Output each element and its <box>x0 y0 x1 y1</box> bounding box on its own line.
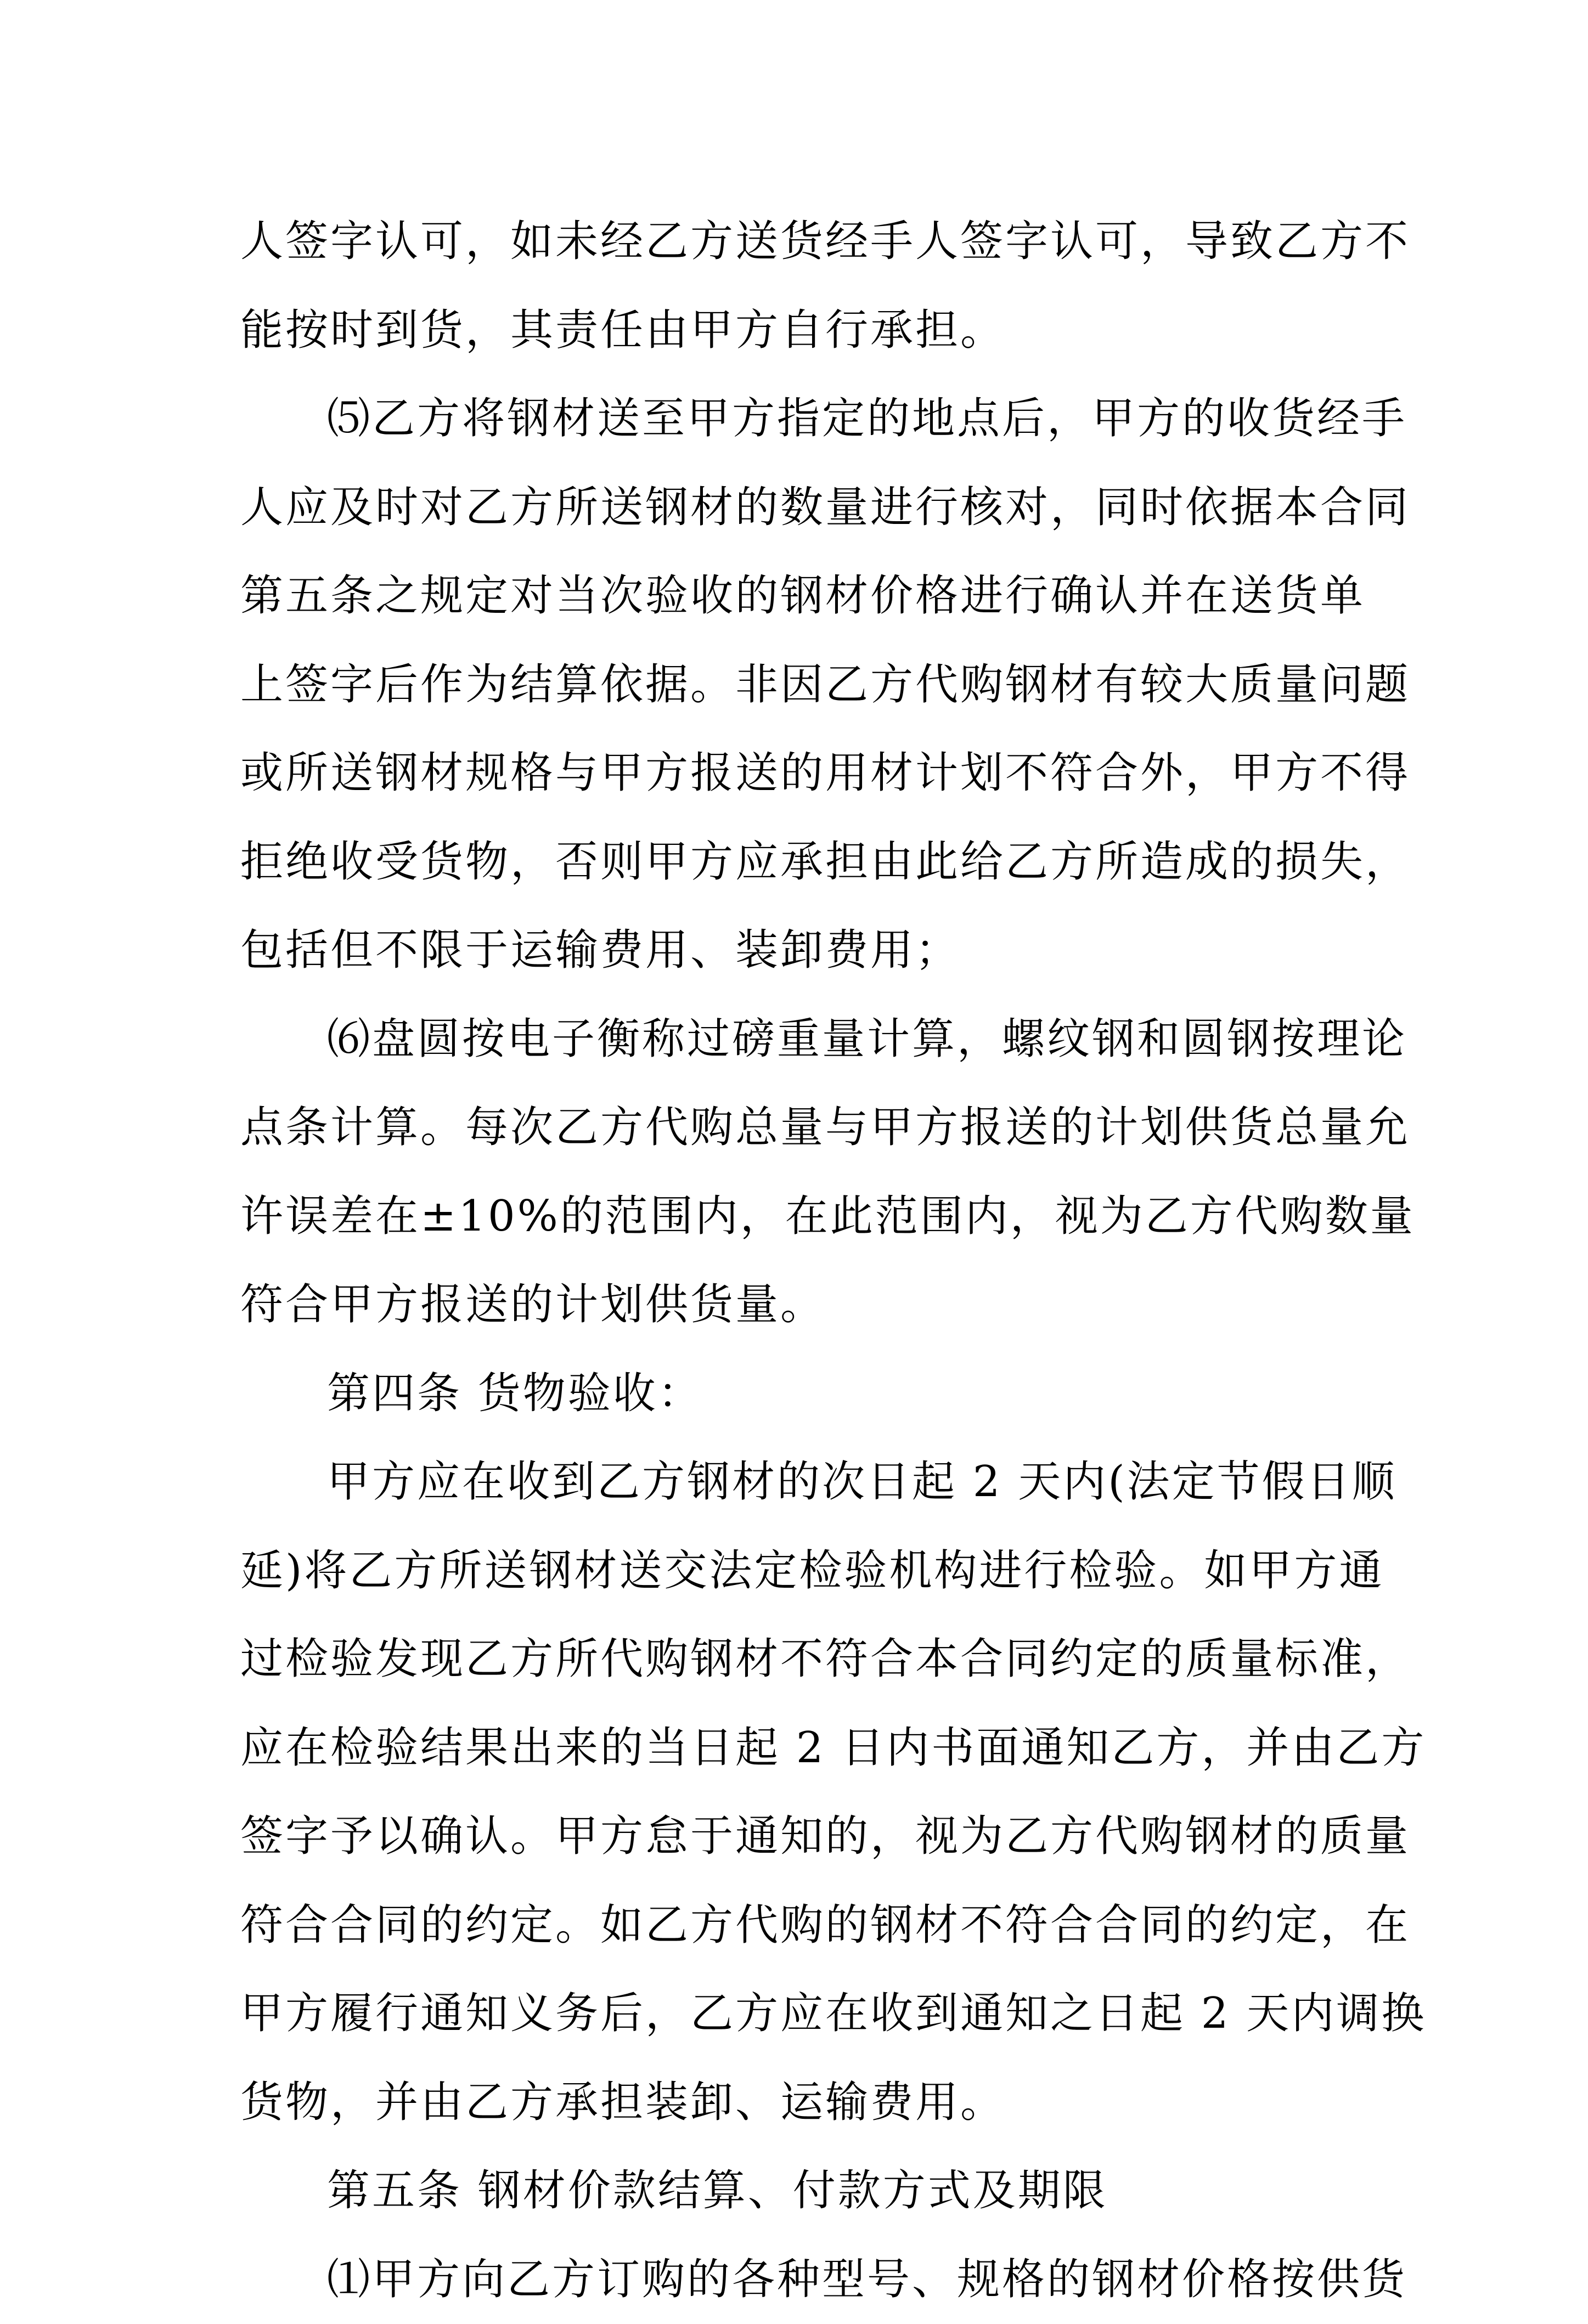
section-heading: 第四条 货物验收： <box>240 1350 1354 1439</box>
section-heading: 第五条 钢材价款结算、付款方式及期限 <box>240 2147 1354 2236</box>
text-line: 签字予以确认。甲方怠于通知的，视为乙方代购钢材的质量 <box>240 1792 1354 1881</box>
text-line: 过检验发现乙方所代购钢材不符合本合同约定的质量标准， <box>240 1615 1354 1704</box>
text-line: 符合合同的约定。如乙方代购的钢材不符合合同的约定，在 <box>240 1881 1354 1970</box>
text-line: 拒绝收受货物，否则甲方应承担由此给乙方所造成的损失， <box>240 818 1354 907</box>
text-line: 甲方应在收到乙方钢材的次日起 2 天内(法定节假日顺 <box>240 1438 1354 1527</box>
text-line: 点条计算。每次乙方代购总量与甲方报送的计划供货总量允 <box>240 1084 1354 1172</box>
contract-body-text <box>240 198 1354 2324</box>
text-line: 甲方履行通知义务后，乙方应在收到通知之日起 2 天内调换 <box>240 1970 1354 2058</box>
text-line: ⑹盘圆按电子衡称过磅重量计算，螺纹钢和圆钢按理论 <box>240 995 1354 1084</box>
text-line: 符合甲方报送的计划供货量。 <box>240 1261 1354 1350</box>
text-line: 延)将乙方所送钢材送交法定检验机构进行检验。如甲方通 <box>240 1527 1354 1616</box>
text-line: 第五条之规定对当次验收的钢材价格进行确认并在送货单 <box>240 552 1354 641</box>
text-line: 应在检验结果出来的当日起 2 日内书面通知乙方，并由乙方 <box>240 1704 1354 1793</box>
text-line: 人应及时对乙方所送钢材的数量进行核对，同时依据本合同 <box>240 464 1354 552</box>
text-line: 许误差在±10%的范围内，在此范围内，视为乙方代购数量 <box>240 1172 1354 1261</box>
text-line: 能按时到货，其责任由甲方自行承担。 <box>240 286 1354 375</box>
text-line: 人签字认可，如未经乙方送货经手人签字认可，导致乙方不 <box>240 198 1354 286</box>
text-line: ⑸乙方将钢材送至甲方指定的地点后，甲方的收货经手 <box>240 375 1354 464</box>
text-line: 或所送钢材规格与甲方报送的用材计划不符合外，甲方不得 <box>240 729 1354 818</box>
text-line: 货物，并由乙方承担装卸、运输费用。 <box>240 2058 1354 2147</box>
text-line: ⑴甲方向乙方订购的各种型号、规格的钢材价格按供货 <box>240 2236 1354 2324</box>
text-line: 包括但不限于运输费用、装卸费用； <box>240 906 1354 995</box>
text-line: 上签字后作为结算依据。非因乙方代购钢材有较大质量问题 <box>240 641 1354 730</box>
